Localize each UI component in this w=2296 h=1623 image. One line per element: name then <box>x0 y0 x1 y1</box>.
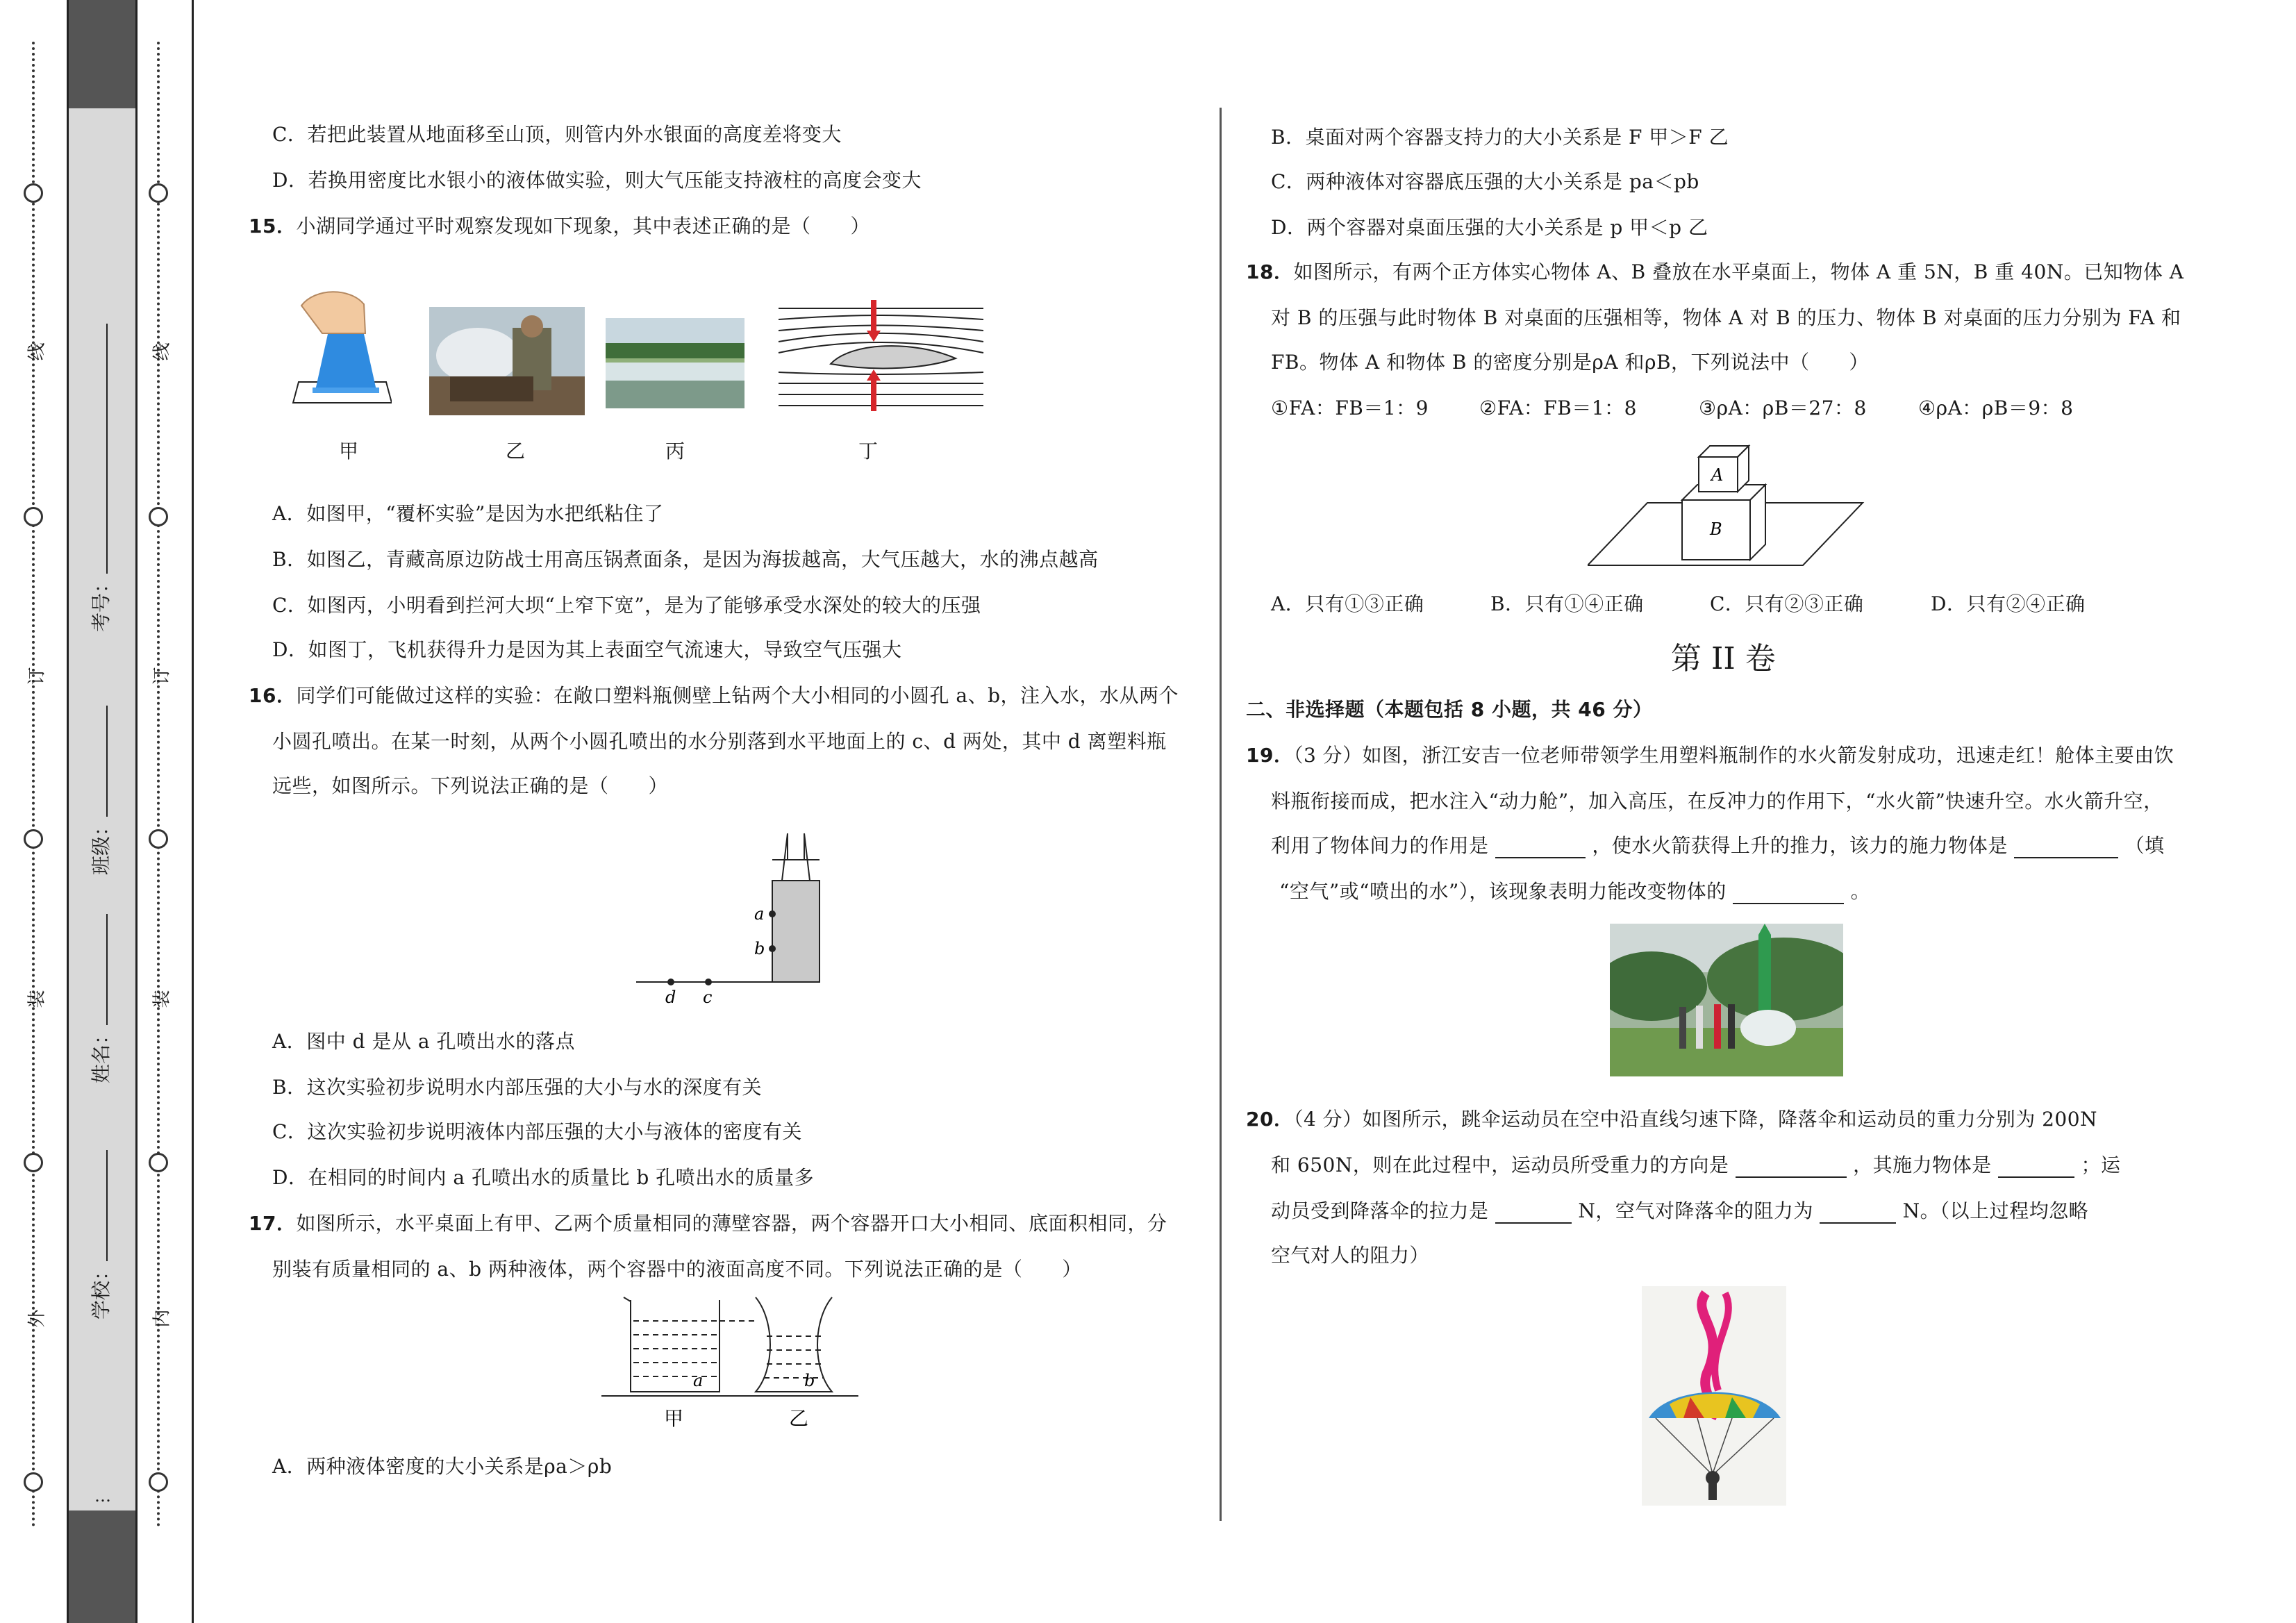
q19-text-3b: ，使水火箭获得上升的推力，该力的施力物体是 <box>1592 834 2008 857</box>
q16-stem-line3: 远些，如图所示。下列说法正确的是（ ） <box>272 774 669 797</box>
dotted-line-inner <box>157 42 160 1528</box>
q14-option-c: C．若把此装置从地面移至山顶，则管内外水银面的高度差将变大 <box>272 123 842 146</box>
q20-stem-line3 <box>1271 1196 2088 1224</box>
q15-caption-ding: 丁 <box>858 440 879 463</box>
q20-blank-1[interactable] <box>1736 1154 1847 1178</box>
q18-stem-line3: FB。物体 A 和物体 B 的密度分别是ρA 和ρB，下列说法中（ ） <box>1271 351 1870 374</box>
q17-label-jia: 甲 <box>664 1407 684 1430</box>
q19-text-1: （3 分）如图，浙江安吉一位老师带领学生用塑料瓶制作的水火箭发射成功，迅速走红！舱体主要由饮 <box>1293 744 2174 767</box>
section-2-heading: 二、非选择题（本题包括 8 小题，共 46 分） <box>1246 698 1653 721</box>
q18-stem-line1 <box>1246 257 2183 285</box>
school-field <box>86 1150 114 1320</box>
q15-option-c: C．如图丙，小明看到拦河大坝“上窄下宽”，是为了能够承受水深处的较大的压强 <box>272 594 981 617</box>
q18-answer-c: C．只有②③正确 <box>1710 592 1864 615</box>
q16-label-a: a <box>754 904 765 924</box>
q17-option-c: C．两种液体对容器底压强的大小关系是 pa＜pb <box>1271 170 1699 193</box>
q19-blank-3[interactable] <box>1733 880 1844 904</box>
name-blank[interactable] <box>106 914 108 1025</box>
q20-text-3a: 动员受到降落伞的拉力是 <box>1271 1199 1489 1222</box>
binding-circle <box>24 829 43 849</box>
binding-circle <box>24 183 43 203</box>
binding-circle <box>149 1472 168 1492</box>
q14-option-d: D．若换用密度比水银小的液体做实验，则大气压能支持液柱的高度会变大 <box>272 169 922 192</box>
outer-char-order: 订 <box>26 667 48 685</box>
q16-option-b: B．这次实验初步说明水内部压强的大小与水的深度有关 <box>272 1076 763 1099</box>
q17-label-yi: 乙 <box>789 1407 809 1430</box>
inner-char-inside: 内 <box>151 1309 173 1328</box>
band-dark-bottom <box>67 1510 138 1623</box>
q18-statement-4: ④ρA：ρB＝9：8 <box>1918 397 2074 419</box>
inner-char-line: 线 <box>151 342 173 361</box>
q20-photo-parachutist <box>1642 1286 1786 1506</box>
class-blank[interactable] <box>106 706 108 817</box>
q20-text-2a: 和 650N，则在此过程中，运动员所受重力的方向是 <box>1271 1154 1729 1176</box>
q15-fig-wing <box>775 300 988 411</box>
name-field <box>86 914 114 1083</box>
name-label: 姓名： <box>90 1024 113 1083</box>
binding-circle <box>149 1153 168 1172</box>
q19-stem-line4 <box>1279 876 1870 904</box>
q16-label-d: d <box>665 988 676 1006</box>
band-dark-top <box>67 0 138 108</box>
q20-stem-line2 <box>1271 1150 2121 1178</box>
outer-char-bind: 装 <box>26 990 48 1008</box>
q20-text-2c: ；运 <box>2081 1154 2121 1176</box>
q17-option-a: A．两种液体密度的大小关系是ρa＞ρb <box>272 1455 613 1478</box>
binding-circle <box>24 507 43 526</box>
q17-label-a: a <box>693 1371 704 1390</box>
class-field <box>86 706 114 875</box>
q19-stem-line3 <box>1271 831 2165 858</box>
q19-stem-line2: 料瓶衔接而成，把水注入“动力舱”，加入高压，在反冲力的作用下，“水火箭”快速升空。水火箭升空， <box>1271 790 2163 813</box>
q18-statement-2: ②FA：FB＝1：8 <box>1479 397 1637 419</box>
q18-statement-3: ③ρA：ρB＝27：8 <box>1699 397 1867 419</box>
q19-text-4b: 。 <box>1850 880 1871 903</box>
q18-answer-a: A．只有①③正确 <box>1271 592 1424 615</box>
q20-stem-line1 <box>1246 1104 2097 1132</box>
q19-blank-1[interactable] <box>1495 834 1586 858</box>
q16-label-b: b <box>754 939 765 958</box>
q16-option-a: A．图中 d 是从 a 孔喷出水的落点 <box>272 1030 575 1053</box>
q17-label-b: b <box>804 1371 815 1390</box>
binding-circle <box>24 1153 43 1172</box>
q19-text-4a: “空气”或“喷出的水”），该现象表明力能改变物体的 <box>1279 880 1727 903</box>
binding-strip <box>0 0 194 1623</box>
q20-blank-2[interactable] <box>1998 1154 2074 1178</box>
q19-photo-water-rocket <box>1610 924 1843 1076</box>
q19-text-3a: 利用了物体间力的作用是 <box>1271 834 1489 857</box>
q16-stem-line2: 小圆孔喷出。在某一时刻，从两个小圆孔喷出的水分别落到水平地面上的 c、d 两处，其中 d 离塑料瓶 <box>272 730 1167 753</box>
q18-text-1: 如图所示，有两个正方体实心物体 A、B 叠放在水平桌面上，物体 A 重 5N，B 重 40N。已知物体 A <box>1293 260 2184 283</box>
q20-text-1: （4 分）如图所示，跳伞运动员在空中沿直线匀速下降，降落伞和运动员的重力分别为 200N <box>1293 1108 2098 1131</box>
q20-text-3c: N。（以上过程均忽略 <box>1902 1199 2089 1222</box>
q17-fig-containers <box>601 1293 865 1432</box>
q17-option-b: B．桌面对两个容器支持力的大小关系是 F 甲＞F 乙 <box>1271 126 1729 149</box>
q15-option-d: D．如图丁，飞机获得升力是因为其上表面空气流速大，导致空气压强大 <box>272 638 902 661</box>
ellipsis-mark: … <box>94 1486 111 1506</box>
inner-char-bind: 装 <box>151 990 173 1008</box>
q18-stem-line2: 对 B 的压强与此时物体 B 对桌面的压强相等，物体 A 对 B 的压力、物体 B 对桌面的压力分别为 FA 和 <box>1271 306 2181 329</box>
q16-label-c: c <box>703 988 713 1006</box>
q19-blank-2[interactable] <box>2014 834 2118 858</box>
q15-option-b: B．如图乙，青藏高原边防战士用高压锅煮面条，是因为海拔越高，大气压越大，水的沸点越高 <box>272 548 1099 571</box>
q15-text: 小湖同学通过平时观察发现如下现象，其中表述正确的是（ ） <box>296 215 870 238</box>
q18-fig-blocks <box>1588 436 1865 568</box>
q16-option-d: D．在相同的时间内 a 孔喷出水的质量比 b 孔喷出水的质量多 <box>272 1166 815 1189</box>
q15-number: 15． <box>249 215 297 238</box>
q16-text-1: 同学们可能做过这样的实验：在敞口塑料瓶侧壁上钻两个大小相同的小圆孔 a、b，注入水，水从两个 <box>296 684 1179 707</box>
outer-char-outside: 外 <box>26 1309 48 1328</box>
q15-fig-dam <box>606 318 744 408</box>
q15-caption-yi: 乙 <box>506 440 526 463</box>
q20-blank-4[interactable] <box>1820 1199 1896 1224</box>
q17-text-1: 如图所示，水平桌面上有甲、乙两个质量相同的薄壁容器，两个容器开口大小相同、底面积相同，分 <box>296 1212 1167 1235</box>
q16-stem-line1 <box>249 681 1179 708</box>
q18-number: 18． <box>1246 260 1294 283</box>
q20-text-3b: N，空气对降落伞的阻力为 <box>1578 1199 1813 1222</box>
q20-stem-line4: 空气对人的阻力） <box>1271 1244 1430 1267</box>
q19-stem-line1 <box>1246 740 2174 768</box>
class-label: 班级： <box>90 816 113 875</box>
q20-number: 20． <box>1246 1108 1294 1131</box>
q18-statement-1: ①FA：FB＝1：9 <box>1271 397 1429 419</box>
inner-char-order: 订 <box>151 667 173 685</box>
q16-option-c: C．这次实验初步说明液体内部压强的大小与液体的密度有关 <box>272 1120 802 1143</box>
q15-option-a: A．如图甲，“覆杯实验”是因为水把纸粘住了 <box>272 502 664 525</box>
q20-blank-3[interactable] <box>1495 1199 1572 1224</box>
school-label: 学校： <box>90 1260 113 1320</box>
q19-text-3c: （填 <box>2124 834 2165 857</box>
q18-answer-d: D．只有②④正确 <box>1931 592 2086 615</box>
binding-circle <box>149 507 168 526</box>
q17-option-d: D．两个容器对桌面压强的大小关系是 p 甲＜p 乙 <box>1271 216 1708 239</box>
dotted-line-outer <box>32 42 35 1528</box>
q15-stem <box>249 211 870 239</box>
q17-number: 17． <box>249 1212 297 1235</box>
q16-fig-bottle <box>636 832 831 1006</box>
exam-number-field <box>86 324 114 632</box>
q16-number: 16． <box>249 684 297 707</box>
q18-label-a: A <box>1711 465 1724 485</box>
binding-circle <box>149 829 168 849</box>
q17-stem-line2: 别装有质量相同的 a、b 两种液体，两个容器中的液面高度不同。下列说法正确的是（ ） <box>272 1258 1082 1281</box>
school-blank[interactable] <box>106 1150 108 1261</box>
column-divider <box>1220 108 1222 1521</box>
q15-fig-soldier <box>429 307 585 415</box>
q18-label-b: B <box>1710 519 1722 539</box>
volume-2-title: 第 II 卷 <box>1671 641 1776 676</box>
binding-circle <box>149 183 168 203</box>
exam-number-blank[interactable] <box>106 324 108 574</box>
exam-number-label: 考号： <box>90 573 113 632</box>
binding-circle <box>24 1472 43 1492</box>
outer-char-line: 线 <box>26 342 48 361</box>
q19-number: 19． <box>1246 744 1294 767</box>
q15-caption-jia: 甲 <box>339 440 359 463</box>
q18-answer-b: B．只有①④正确 <box>1490 592 1644 615</box>
q15-fig-cup <box>288 285 392 406</box>
q15-caption-bing: 丙 <box>665 440 685 463</box>
q17-stem-line1 <box>249 1208 1167 1236</box>
q20-text-2b: ，其施力物体是 <box>1853 1154 1992 1176</box>
